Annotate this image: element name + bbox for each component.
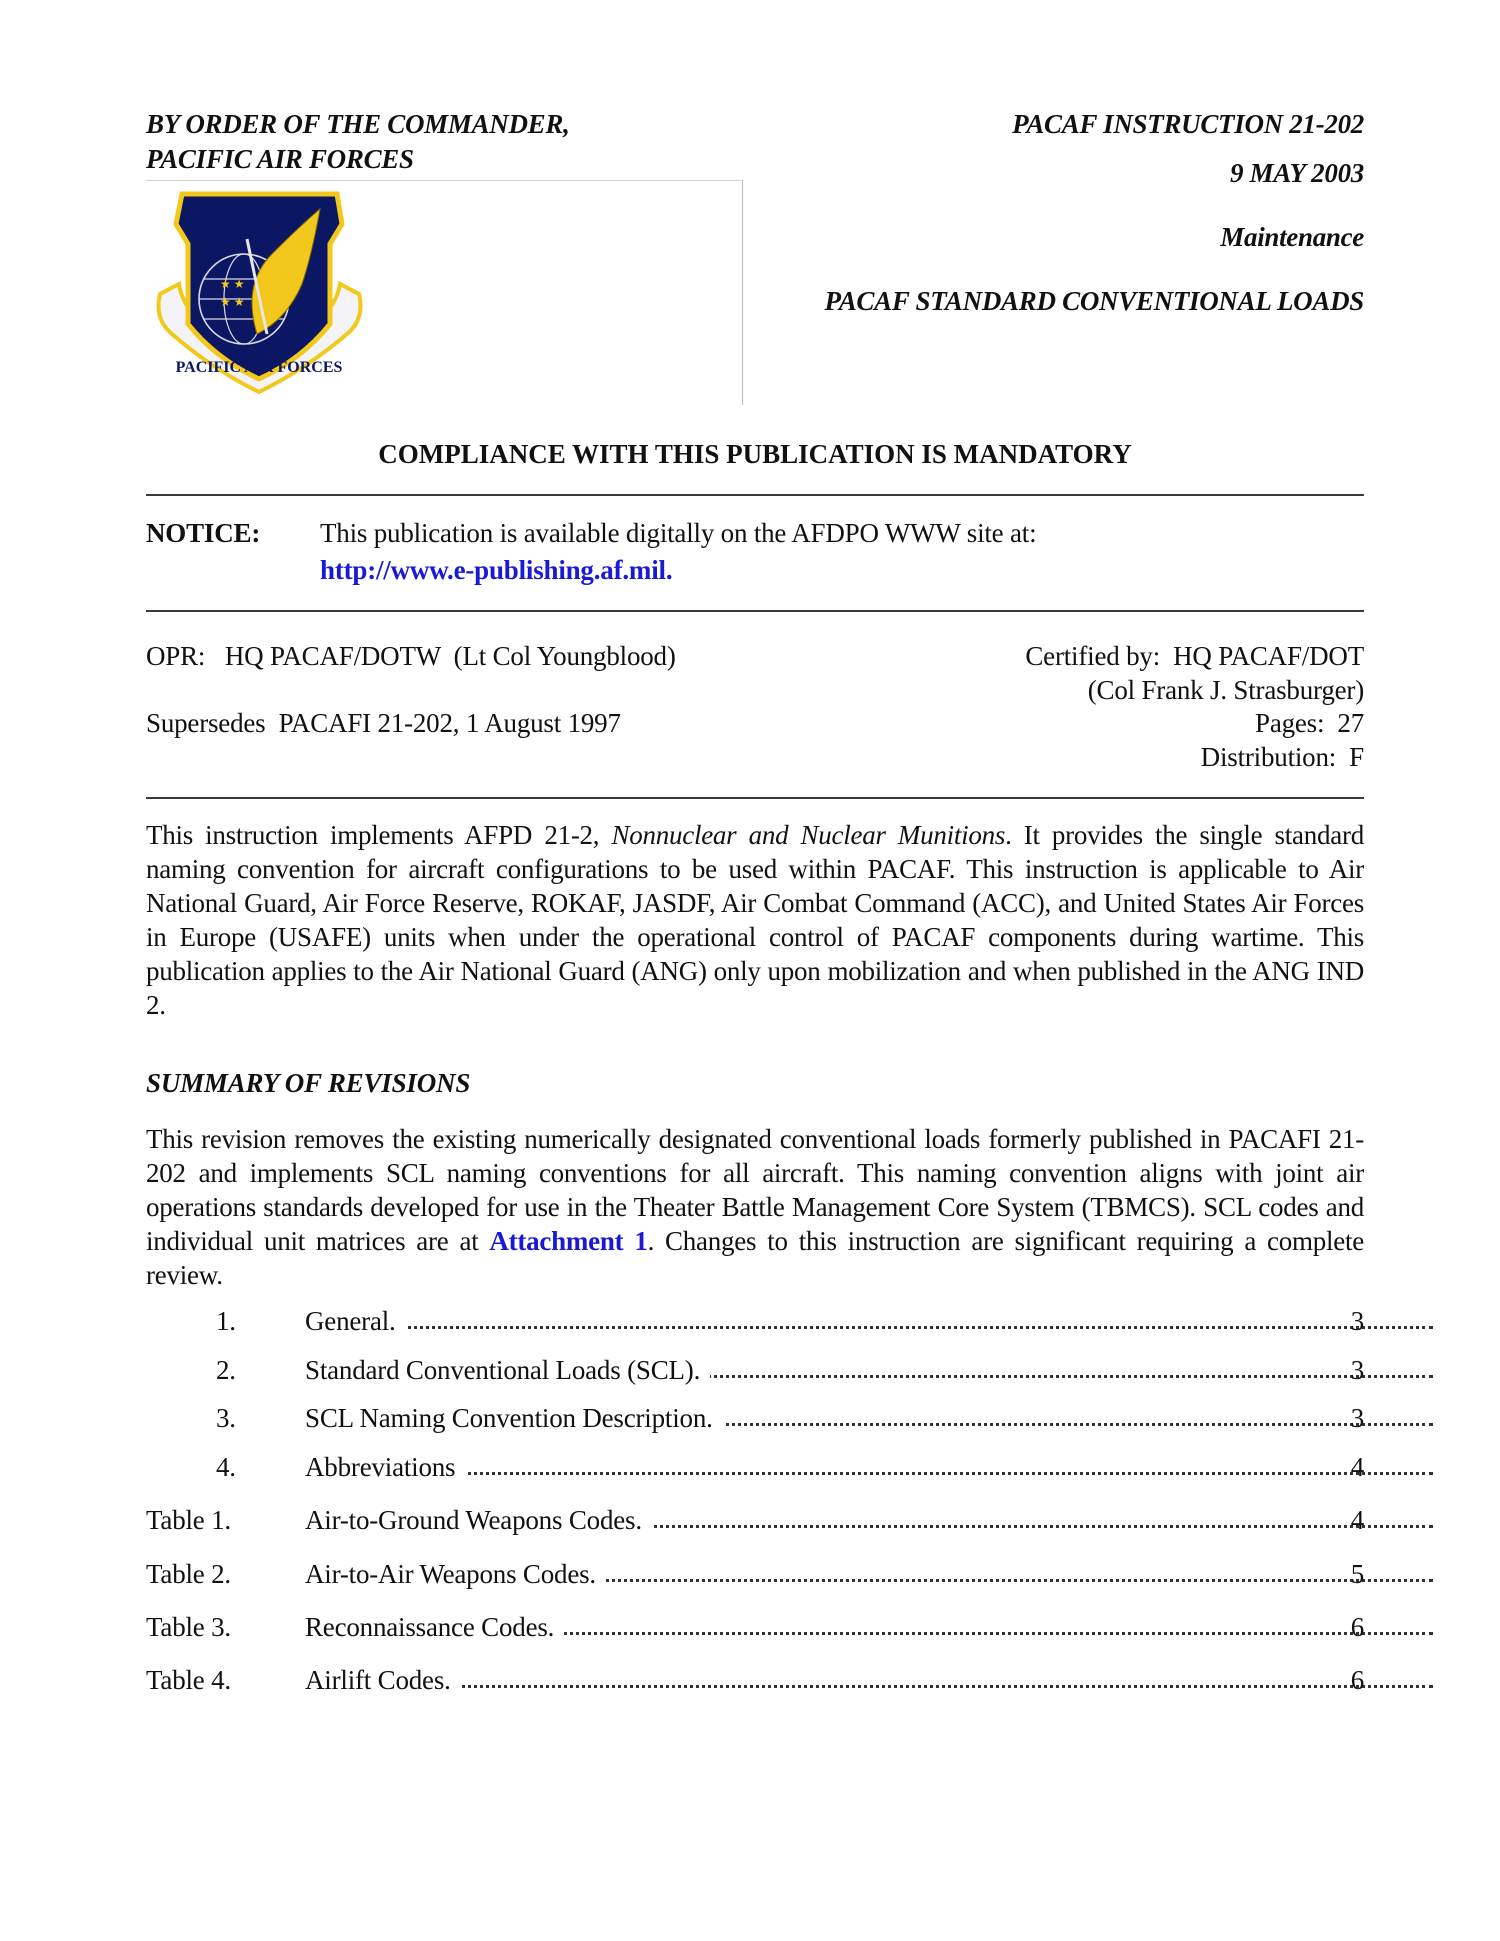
certifier-name: (Col Frank J. Strasburger) bbox=[1087, 675, 1364, 705]
rule-1 bbox=[146, 494, 1364, 496]
rule-3 bbox=[146, 797, 1364, 799]
attachment-1-link[interactable]: Attachment 1 bbox=[489, 1226, 648, 1256]
toc-entry[interactable]: 1. General. 3 bbox=[146, 1304, 1364, 1338]
by-order-line-2: PACIFIC AIR FORCES bbox=[146, 144, 414, 174]
supersedes: Supersedes PACAFI 21-202, 1 August 1997 bbox=[146, 708, 621, 738]
notice-text: This publication is available digitally on the AFDPO WWW site at: bbox=[320, 518, 1037, 548]
toc-entry[interactable]: 3. SCL Naming Convention Description. 3 bbox=[146, 1401, 1364, 1435]
svg-text:★ ★: ★ ★ bbox=[220, 295, 245, 309]
toc-entry[interactable]: Table 2. Air-to-Air Weapons Codes. 5 bbox=[146, 1557, 1364, 1591]
svg-text:★ ★: ★ ★ bbox=[220, 277, 245, 291]
toc-entry[interactable]: 2. Standard Conventional Loads (SCL). 3 bbox=[146, 1353, 1364, 1387]
compliance-statement: COMPLIANCE WITH THIS PUBLICATION IS MANDATORY bbox=[378, 439, 1132, 469]
summary-heading: SUMMARY OF REVISIONS bbox=[146, 1068, 471, 1098]
document-title: PACAF STANDARD CONVENTIONAL LOADS bbox=[824, 286, 1364, 316]
opr: OPR: HQ PACAF/DOTW (Lt Col Youngblood) bbox=[146, 641, 676, 671]
toc-entry[interactable]: Table 1. Air-to-Ground Weapons Codes. 4 bbox=[146, 1503, 1364, 1537]
header-box-top-line bbox=[146, 180, 743, 181]
toc-entry[interactable]: Table 3. Reconnaissance Codes. 6 bbox=[146, 1610, 1364, 1644]
afpd-title: Nonnuclear and Nuclear Munitions bbox=[611, 820, 1006, 850]
by-order-line-1: BY ORDER OF THE COMMANDER, bbox=[146, 109, 570, 139]
page-count: Pages: 27 bbox=[1255, 708, 1364, 738]
rule-2 bbox=[146, 610, 1364, 612]
intro-paragraph: This instruction implements AFPD 21-2, Nonnuclear and Nuclear Munitions. It provides the single standard naming convention for aircraft configurations to be used within PACAF. This instruction is applicable to Air National Guard, Air Force Reserve, ROKAF, JASDF, Air Combat Command (ACC), and United States Air Forces in Europe (USAFE) units when under the operational control of PACAF components during wartime. This publication applies to the Air National Guard (ANG) only upon mobilization and when published in the ANG IND 2. bbox=[146, 820, 1364, 1020]
distribution: Distribution: F bbox=[1200, 742, 1364, 772]
instruction-number: PACAF INSTRUCTION 21-202 bbox=[1012, 109, 1364, 139]
toc-entry[interactable]: Table 4. Airlift Codes. 6 bbox=[146, 1663, 1364, 1697]
e-publishing-link[interactable]: http://www.e-publishing.af.mil. bbox=[320, 555, 673, 585]
publication-date: 9 MAY 2003 bbox=[1229, 158, 1364, 188]
svg-text:PACIFIC AIR FORCES: PACIFIC AIR FORCES bbox=[175, 359, 343, 376]
pacaf-emblem-icon bbox=[152, 184, 367, 399]
toc-entry[interactable]: 4. Abbreviations 4 bbox=[146, 1450, 1364, 1484]
notice-label: NOTICE: bbox=[146, 518, 261, 548]
summary-paragraph: This revision removes the existing numerically designated conventional loads formerly published in PACAFI 21-202 and implements SCL naming conventions for all aircraft. This naming convention aligns with joint air operations standards developed for use in the Theater Battle Management Core System (TBMCS). SCL codes and individual unit matrices are at Attachment 1. Changes to this instruction are significant requiring a complete review. bbox=[146, 1124, 1364, 1290]
category: Maintenance bbox=[1220, 222, 1364, 252]
certified-by: Certified by: HQ PACAF/DOT bbox=[1025, 641, 1364, 671]
header-box-divider bbox=[742, 180, 743, 405]
